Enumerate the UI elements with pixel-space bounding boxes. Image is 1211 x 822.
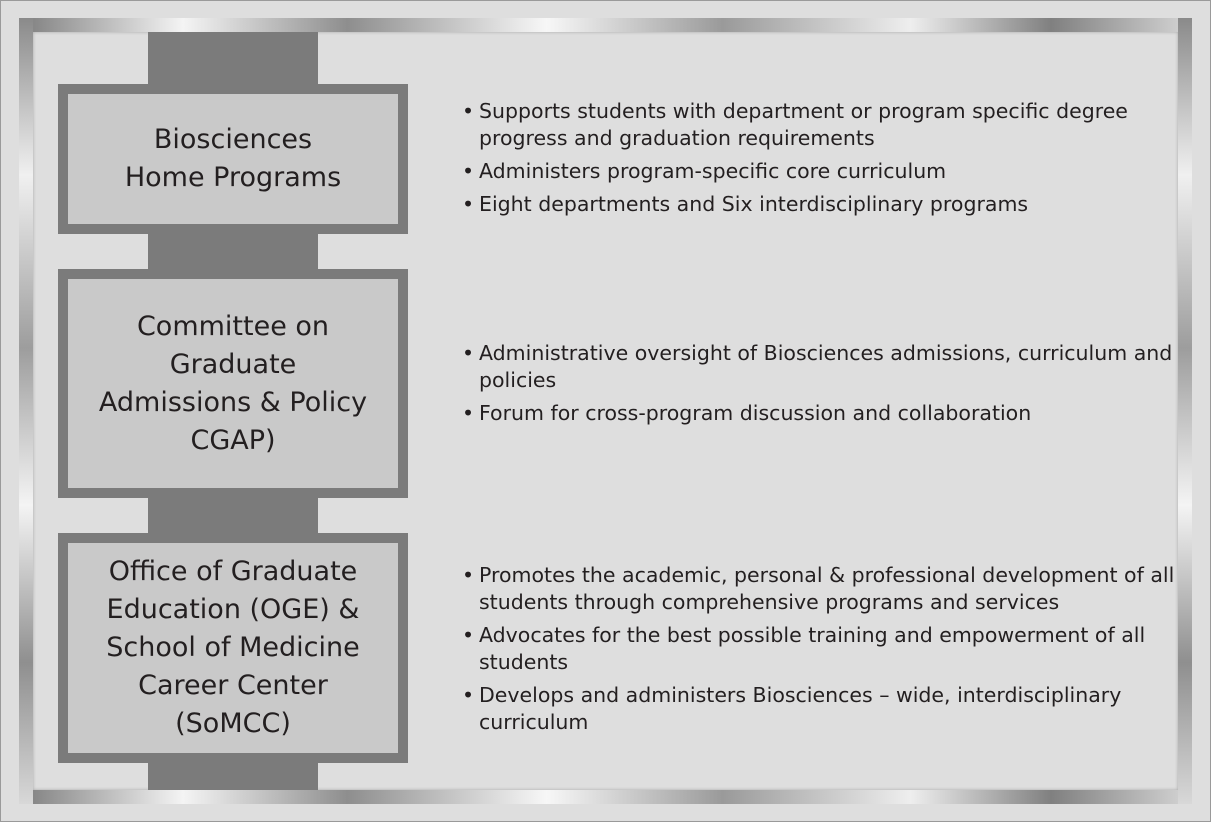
cgap-bullet-list <box>462 340 1192 433</box>
bullet-text: Administrative oversight of Biosciences admissions, curriculum and policies <box>479 341 1173 392</box>
bullet-item <box>462 340 1192 394</box>
bullet-text: Develops and administers Biosciences – wide, interdisciplinary curriculum <box>479 683 1122 734</box>
home-programs-bullet-list <box>462 98 1192 224</box>
bullet-text: Promotes the academic, personal & professional development of all students through comprehensive programs and services <box>479 563 1175 614</box>
frame-top-band <box>19 18 1192 32</box>
bullet-dot: • <box>462 192 475 216</box>
box-cgap <box>58 269 408 498</box>
bullet-item <box>462 98 1192 152</box>
bullet-item <box>462 191 1192 218</box>
bullet-dot: • <box>462 159 475 183</box>
bullet-text: Supports students with department or program specific degree progress and graduation requirements <box>479 99 1128 150</box>
bullet-item <box>462 158 1192 185</box>
oge-somcc-bullet-list <box>462 562 1192 742</box>
bullet-dot: • <box>462 623 475 647</box>
frame-bottom-band <box>19 790 1192 804</box>
bullet-text: Advocates for the best possible training and empowerment of all students <box>479 623 1146 674</box>
box-home-programs <box>58 84 408 234</box>
bullet-item <box>462 562 1192 616</box>
bullet-item <box>462 682 1192 736</box>
bullet-item <box>462 622 1192 676</box>
bullet-text: Forum for cross-program discussion and collaboration <box>479 401 1032 425</box>
bullet-item <box>462 400 1192 427</box>
box-home-programs-title: Biosciences Home Programs <box>124 124 342 193</box>
bullet-dot: • <box>462 341 475 365</box>
bullet-dot: • <box>462 683 475 707</box>
bullet-dot: • <box>462 99 475 123</box>
frame-left-band <box>19 18 33 804</box>
bullet-text: Administers program-specific core curriculum <box>479 159 947 183</box>
box-oge-somcc <box>58 533 408 763</box>
bullet-dot: • <box>462 401 475 425</box>
box-oge-somcc-title: Office of Graduate Education (OGE) & School of Medicine Career Center (SoMCC) <box>106 556 360 739</box>
bullet-text: Eight departments and Six interdisciplinary programs <box>479 192 1029 216</box>
box-cgap-title: Committee on Graduate Admissions & Policy CGAP) <box>98 310 368 456</box>
bullet-dot: • <box>462 563 475 587</box>
